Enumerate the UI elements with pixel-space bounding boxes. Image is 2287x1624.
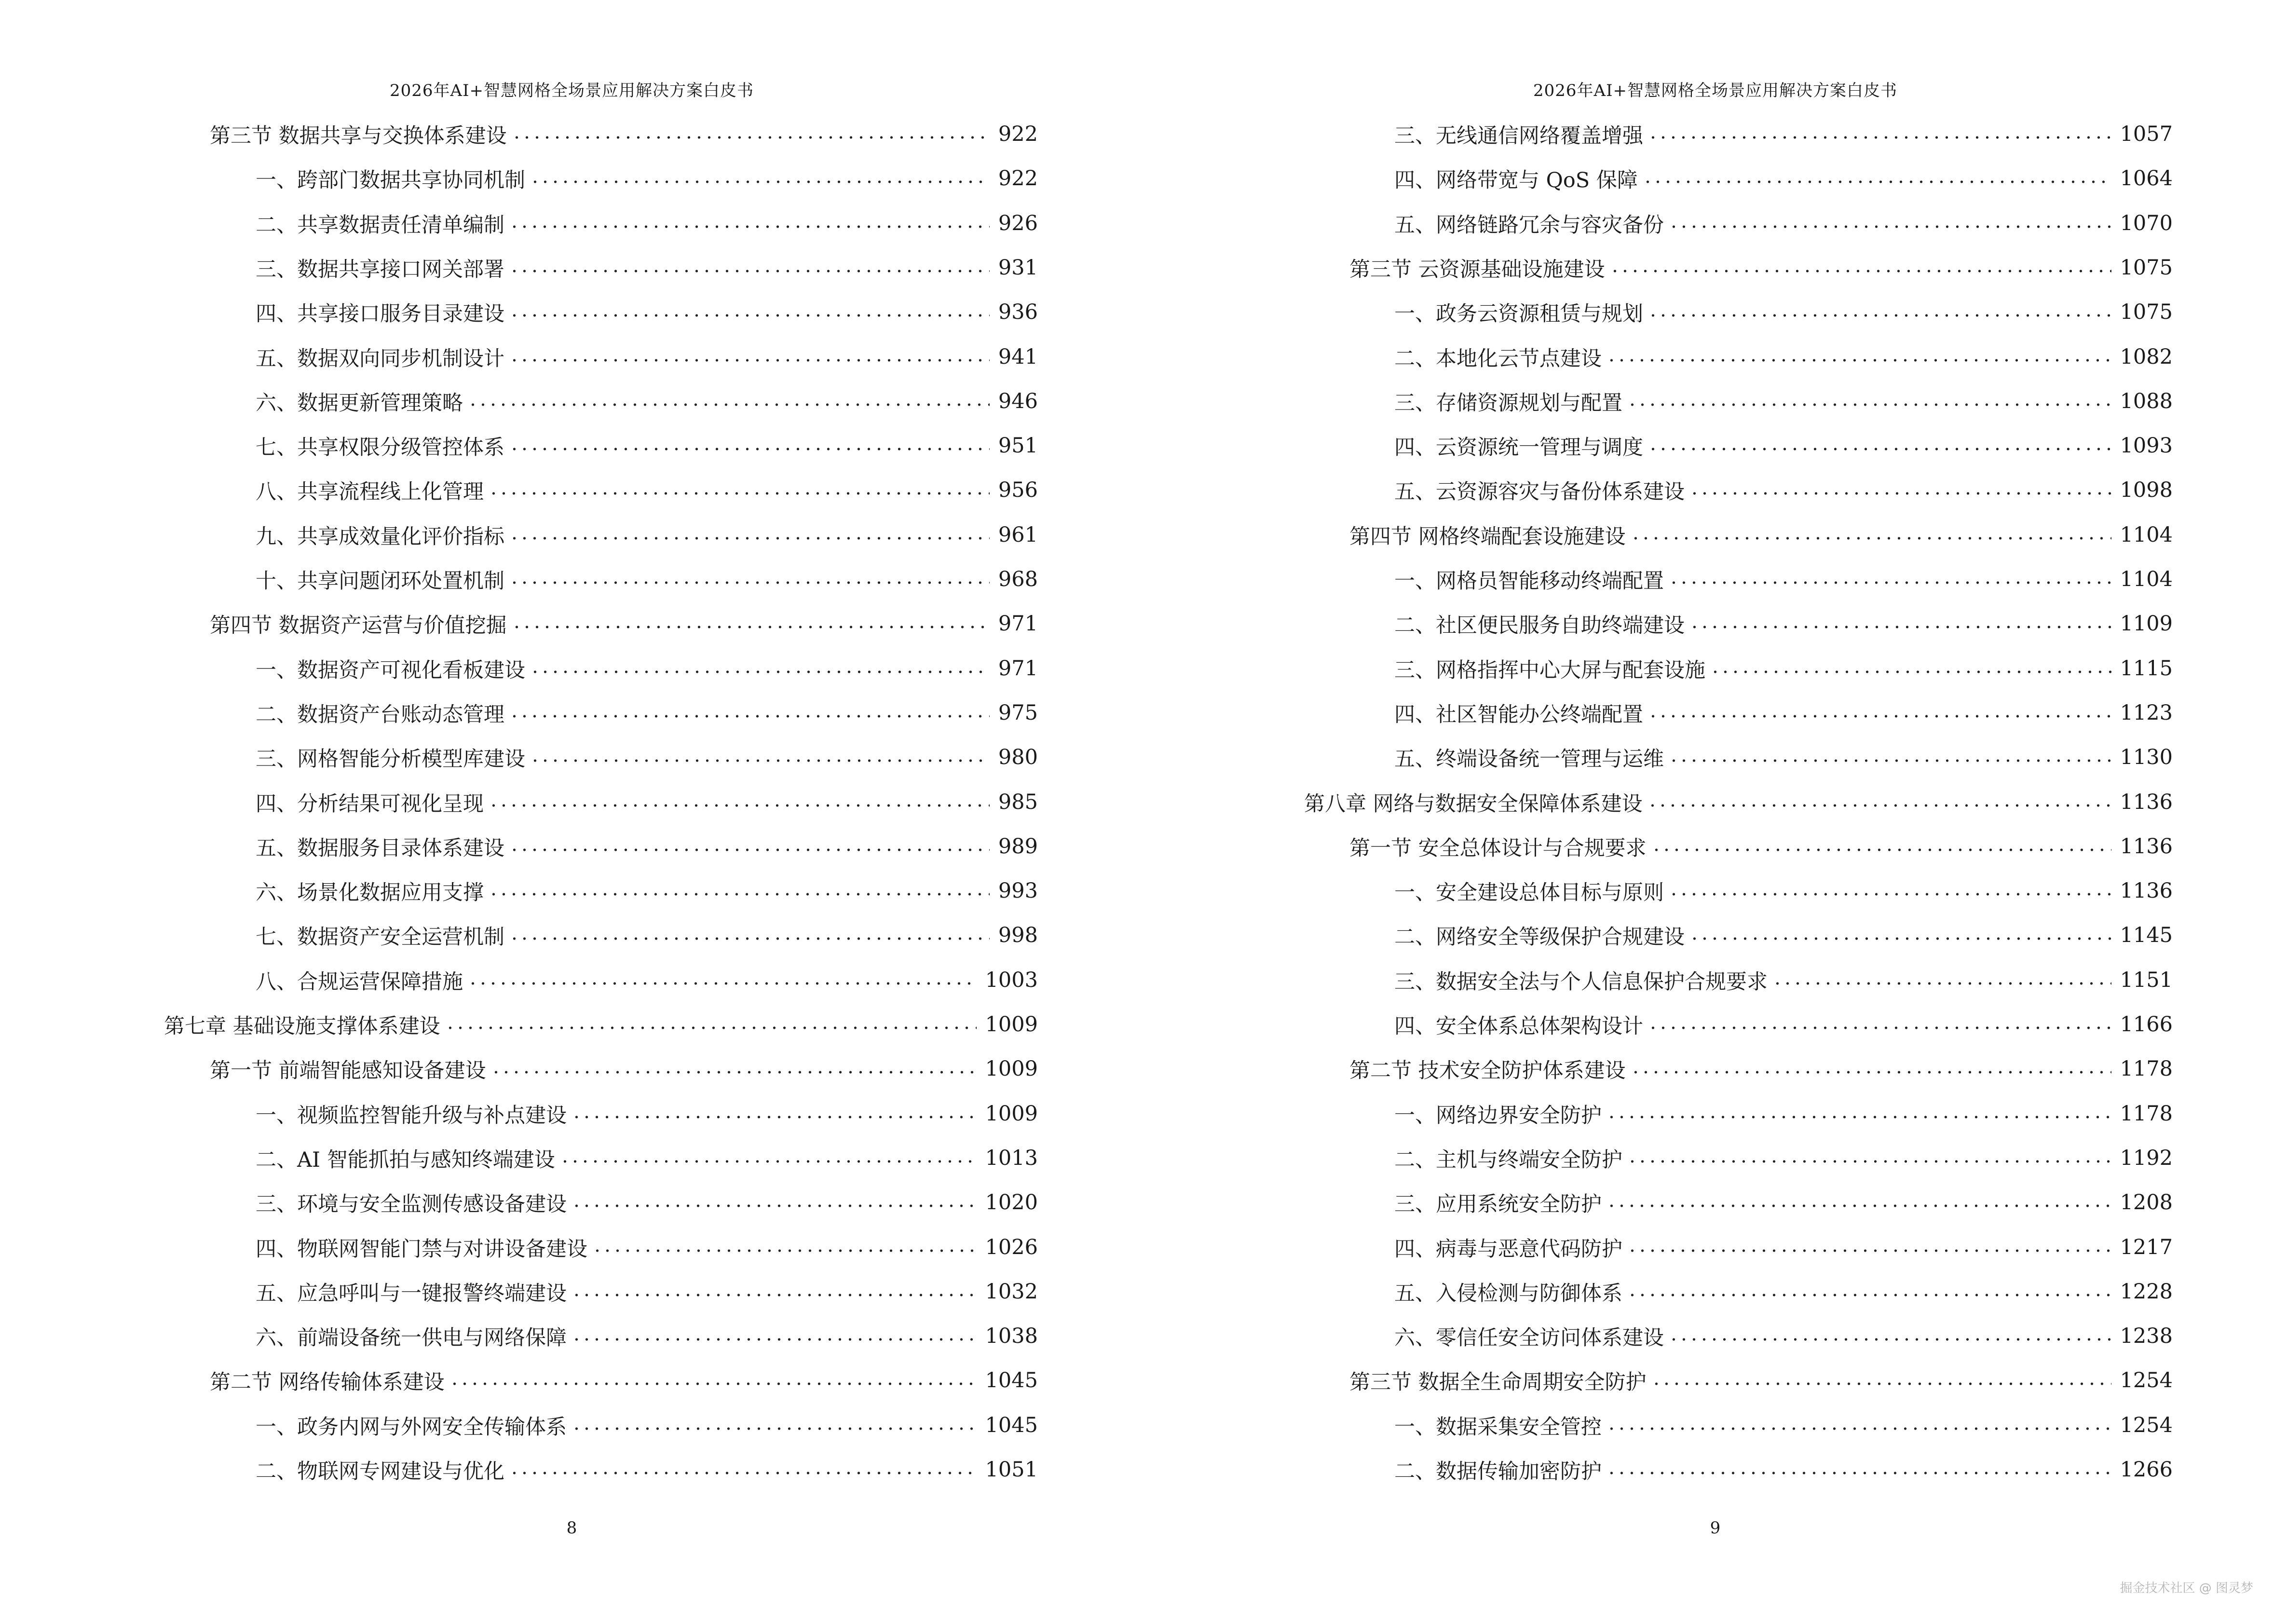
dot-leader xyxy=(1606,1471,2111,1475)
toc-entry[interactable] xyxy=(256,780,1038,824)
toc-entry-title: 一、视频监控智能升级与补点建设 xyxy=(256,1103,567,1128)
toc-entry-title: 二、主机与终端安全防护 xyxy=(1394,1147,1622,1172)
toc-entry-title: 二、AI 智能抓拍与感知终端建设 xyxy=(256,1147,555,1172)
dot-leader xyxy=(1631,536,2111,541)
toc-entry-page: 1032 xyxy=(985,1280,1038,1304)
toc-entry[interactable] xyxy=(256,246,1038,290)
toc-entry-title: 四、共享接口服务目录建设 xyxy=(256,301,504,326)
right-page xyxy=(1144,0,2287,1624)
toc-entry-title: 三、网格指挥中心大屏与配套设施 xyxy=(1394,658,1705,682)
dot-leader xyxy=(1648,714,2111,719)
toc-entry-page: 1057 xyxy=(2120,122,2173,146)
toc-entry-page: 1104 xyxy=(2120,567,2173,591)
dot-leader xyxy=(509,714,990,719)
toc-entry[interactable] xyxy=(256,557,1038,601)
toc-entry-title: 四、分析结果可视化呈现 xyxy=(256,792,484,816)
toc-entry[interactable] xyxy=(256,1314,1038,1358)
dot-leader xyxy=(489,803,990,808)
toc-entry-title: 六、场景化数据应用支撑 xyxy=(256,880,484,905)
dot-leader xyxy=(509,224,990,229)
toc-entry-title: 第一节 安全总体设计与合规要求 xyxy=(1349,836,1647,860)
toc-entry-title: 第七章 基础设施支撑体系建设 xyxy=(164,1014,440,1038)
dot-leader xyxy=(1651,1381,2111,1386)
dot-leader xyxy=(560,1159,977,1164)
toc-entry[interactable] xyxy=(1349,513,2173,557)
toc-entry-title: 四、物联网智能门禁与对讲设备建设 xyxy=(256,1237,587,1261)
toc-entry-title: 四、安全体系总体架构设计 xyxy=(1394,1014,1643,1038)
toc-entry[interactable] xyxy=(1394,379,2173,423)
toc-entry-page: 980 xyxy=(998,745,1038,769)
toc-entry-page: 1020 xyxy=(985,1190,1038,1215)
toc-entry[interactable] xyxy=(256,958,1038,1002)
toc-entry[interactable] xyxy=(1394,468,2173,512)
toc-entry[interactable] xyxy=(1394,290,2173,334)
toc-entry-page: 1051 xyxy=(985,1458,1038,1482)
toc-entry-title: 三、无线通信网络覆盖增强 xyxy=(1394,123,1643,148)
toc-entry-page: 975 xyxy=(998,701,1038,725)
toc-entry[interactable] xyxy=(1394,958,2173,1002)
dot-leader xyxy=(1627,1293,2111,1297)
toc-entry[interactable] xyxy=(256,824,1038,869)
toc-entry[interactable] xyxy=(1394,112,2173,156)
toc-entry[interactable] xyxy=(1304,780,2173,824)
toc-entry-title: 一、网络边界安全防护 xyxy=(1394,1103,1602,1128)
toc-entry[interactable] xyxy=(256,201,1038,246)
toc-entry-title: 三、网格智能分析模型库建设 xyxy=(256,747,525,771)
toc-entry[interactable] xyxy=(210,112,1038,156)
toc-entry-title: 四、网络带宽与 QoS 保障 xyxy=(1394,168,1638,192)
toc-entry[interactable] xyxy=(1394,423,2173,468)
dot-leader xyxy=(572,1203,977,1208)
toc-entry-page: 1104 xyxy=(2120,523,2173,547)
toc-entry[interactable] xyxy=(1394,1225,2173,1269)
toc-entry[interactable] xyxy=(256,1269,1038,1314)
toc-entry[interactable] xyxy=(256,423,1038,468)
toc-entry-title: 八、共享流程线上化管理 xyxy=(256,479,484,504)
toc-entry[interactable] xyxy=(256,1092,1038,1136)
toc-entry[interactable] xyxy=(1349,1047,2173,1091)
toc-entry[interactable] xyxy=(1394,691,2173,735)
toc-entry-page: 971 xyxy=(998,656,1038,681)
toc-entry[interactable] xyxy=(256,913,1038,957)
dot-leader xyxy=(1606,1426,2111,1431)
toc-entry-page: 931 xyxy=(998,256,1038,280)
toc-entry-title: 二、数据传输加密防护 xyxy=(1394,1459,1602,1484)
toc-entry-title: 一、网格员智能移动终端配置 xyxy=(1394,569,1664,593)
toc-entry-title: 第二节 网络传输体系建设 xyxy=(210,1370,445,1394)
dot-leader xyxy=(1669,580,2111,585)
toc-entry[interactable] xyxy=(1394,1180,2173,1225)
toc-entry-page: 1026 xyxy=(985,1235,1038,1259)
toc-entry-title: 六、数据更新管理策略 xyxy=(256,391,463,415)
toc-entry-page: 1003 xyxy=(985,968,1038,992)
dot-leader xyxy=(1669,892,2111,897)
dot-leader xyxy=(592,1248,977,1253)
toc-entry-page: 1045 xyxy=(985,1413,1038,1437)
toc-entry-title: 第三节 数据共享与交换体系建设 xyxy=(210,123,507,148)
dot-leader xyxy=(1606,1115,2111,1119)
toc-entry-title: 二、物联网专网建设与优化 xyxy=(256,1459,504,1484)
toc-entry-title: 七、共享权限分级管控体系 xyxy=(256,435,504,460)
toc-entry-page: 1070 xyxy=(2120,211,2173,235)
running-header: 2026年AI+智慧网格全场景应用解决方案白皮书 xyxy=(390,81,754,100)
toc-entry-page: 1009 xyxy=(985,1057,1038,1081)
dot-leader xyxy=(468,402,990,407)
dot-leader xyxy=(1647,803,2111,808)
toc-entry-title: 二、本地化云节点建设 xyxy=(1394,346,1602,371)
dot-leader xyxy=(509,580,990,585)
dot-leader xyxy=(572,1293,977,1297)
toc-entry-page: 1136 xyxy=(2120,879,2173,903)
toc-entry[interactable] xyxy=(1394,557,2173,601)
toc-entry-page: 1088 xyxy=(2120,389,2173,413)
toc-entry-title: 五、云资源容灾与备份体系建设 xyxy=(1394,479,1685,504)
toc-entry[interactable] xyxy=(256,869,1038,913)
toc-entry[interactable] xyxy=(1394,1447,2173,1492)
toc-entry-page: 1093 xyxy=(2120,434,2173,458)
dot-leader xyxy=(1648,135,2111,140)
dot-leader xyxy=(1689,936,2111,941)
toc-entry-title: 一、政务云资源租赁与规划 xyxy=(1394,301,1643,326)
toc-entry-page: 1136 xyxy=(2120,834,2173,859)
dot-leader xyxy=(491,1070,977,1075)
toc-entry-page: 1266 xyxy=(2120,1458,2173,1482)
toc-entry-title: 四、云资源统一管理与调度 xyxy=(1394,435,1643,460)
toc-entry-title: 五、数据双向同步机制设计 xyxy=(256,346,504,371)
toc-entry[interactable] xyxy=(1349,1358,2173,1403)
toc-entry[interactable] xyxy=(1394,601,2173,646)
toc-entry-title: 二、数据资产台账动态管理 xyxy=(256,702,504,727)
toc-entry[interactable] xyxy=(1394,1136,2173,1180)
toc-entry-title: 六、零信任安全访问体系建设 xyxy=(1394,1325,1664,1350)
toc-entry-title: 五、应急呼叫与一键报警终端建设 xyxy=(256,1281,567,1306)
dot-leader xyxy=(1627,1159,2111,1164)
toc-entry-title: 五、终端设备统一管理与运维 xyxy=(1394,747,1664,771)
toc-entry-title: 第三节 数据全生命周期安全防护 xyxy=(1349,1370,1647,1394)
toc-entry[interactable] xyxy=(1349,824,2173,869)
dot-leader xyxy=(530,669,990,674)
toc-entry-page: 1064 xyxy=(2120,166,2173,191)
dot-leader xyxy=(509,269,990,273)
toc-entry-page: 1013 xyxy=(985,1146,1038,1170)
toc-entry-page: 1009 xyxy=(985,1102,1038,1126)
dot-leader xyxy=(1631,1070,2111,1075)
toc-entry[interactable] xyxy=(1394,1269,2173,1314)
dot-leader xyxy=(530,179,990,184)
toc-entry[interactable] xyxy=(256,290,1038,334)
toc-entry[interactable] xyxy=(256,335,1038,379)
toc-entry-page: 946 xyxy=(998,389,1038,413)
toc-entry-page: 1254 xyxy=(2120,1368,2173,1392)
toc-entry-page: 1075 xyxy=(2120,300,2173,324)
toc-entry-page: 1075 xyxy=(2120,256,2173,280)
toc-entry[interactable] xyxy=(1394,335,2173,379)
toc-entry-page: 993 xyxy=(998,879,1038,903)
toc-entry-page: 1217 xyxy=(2120,1235,2173,1259)
toc-entry[interactable] xyxy=(1394,1002,2173,1047)
toc-entry[interactable] xyxy=(256,735,1038,779)
toc-entry-title: 第四节 数据资产运营与价值挖掘 xyxy=(210,613,507,638)
dot-leader xyxy=(509,1471,977,1475)
toc-entry-title: 五、入侵检测与防御体系 xyxy=(1394,1281,1622,1306)
toc-entry-page: 998 xyxy=(998,923,1038,947)
toc-entry-page: 941 xyxy=(998,345,1038,369)
dot-leader xyxy=(509,936,990,941)
dot-leader xyxy=(449,1381,977,1386)
dot-leader xyxy=(572,1115,977,1119)
dot-leader xyxy=(1610,269,2111,273)
toc-entry-page: 922 xyxy=(998,122,1038,146)
toc-entry[interactable] xyxy=(256,468,1038,512)
dot-leader xyxy=(509,536,990,541)
toc-entry[interactable] xyxy=(1394,913,2173,957)
dot-leader xyxy=(1648,1025,2111,1030)
toc-entry[interactable] xyxy=(256,1180,1038,1225)
toc-entry-page: 1136 xyxy=(2120,790,2173,814)
toc-entry-title: 一、安全建设总体目标与原则 xyxy=(1394,880,1664,905)
dot-leader xyxy=(1651,847,2111,852)
toc-entry[interactable] xyxy=(1394,201,2173,246)
toc-entry[interactable] xyxy=(210,1358,1038,1403)
toc-entry[interactable] xyxy=(1394,646,2173,691)
toc-entry[interactable] xyxy=(256,1136,1038,1180)
toc-entry-title: 三、环境与安全监测传感设备建设 xyxy=(256,1192,567,1216)
toc-entry[interactable] xyxy=(256,156,1038,201)
toc-entry-page: 1045 xyxy=(985,1368,1038,1392)
dot-leader xyxy=(509,358,990,363)
toc-entry[interactable] xyxy=(164,1002,1038,1047)
toc-entry-page: 1109 xyxy=(2120,612,2173,636)
dot-leader xyxy=(1627,1248,2111,1253)
toc-entry-page: 1192 xyxy=(2120,1146,2173,1170)
toc-entry-page: 951 xyxy=(998,434,1038,458)
toc-entry[interactable] xyxy=(1394,1092,2173,1136)
toc-entry-title: 二、共享数据责任清单编制 xyxy=(256,213,504,237)
toc-entry-page: 922 xyxy=(998,166,1038,191)
toc-entry-title: 第二节 技术安全防护体系建设 xyxy=(1349,1058,1626,1083)
watermark: 掘金技术社区 @ 图灵梦 xyxy=(2120,1581,2253,1596)
dot-leader xyxy=(530,758,990,763)
dot-leader xyxy=(489,491,990,496)
toc-entry[interactable] xyxy=(256,1225,1038,1269)
toc-entry-title: 九、共享成效量化评价指标 xyxy=(256,524,504,549)
toc-entry-page: 1082 xyxy=(2120,345,2173,369)
toc-entry[interactable] xyxy=(1394,735,2173,779)
toc-entry-title: 一、数据采集安全管控 xyxy=(1394,1415,1602,1439)
dot-leader xyxy=(1606,1203,2111,1208)
toc-entry-title: 第八章 网络与数据安全保障体系建设 xyxy=(1304,792,1643,816)
dot-leader xyxy=(1643,179,2111,184)
dot-leader xyxy=(509,313,990,318)
toc-entry-page: 1166 xyxy=(2120,1012,2173,1037)
toc-entry-page: 1145 xyxy=(2120,923,2173,947)
dot-leader xyxy=(1648,447,2111,451)
toc-entry-title: 第三节 云资源基础设施建设 xyxy=(1349,257,1605,282)
toc-entry-page: 968 xyxy=(998,567,1038,591)
toc-entry-page: 971 xyxy=(998,612,1038,636)
running-header: 2026年AI+智慧网格全场景应用解决方案白皮书 xyxy=(1533,81,1897,100)
page-number: 8 xyxy=(566,1518,577,1538)
toc-entry[interactable] xyxy=(256,513,1038,557)
dot-leader xyxy=(1689,491,2111,496)
toc-entry[interactable] xyxy=(1394,1403,2173,1447)
toc-entry-title: 五、数据服务目录体系建设 xyxy=(256,836,504,860)
toc-entry-title: 第一节 前端智能感知设备建设 xyxy=(210,1058,486,1083)
toc-entry-title: 五、网络链路冗余与容灾备份 xyxy=(1394,213,1664,237)
toc-entry-page: 926 xyxy=(998,211,1038,235)
toc-entry-title: 三、应用系统安全防护 xyxy=(1394,1192,1602,1216)
toc-entry[interactable] xyxy=(1349,246,2173,290)
dot-leader xyxy=(1669,224,2111,229)
toc-entry-title: 七、数据资产安全运营机制 xyxy=(256,925,504,949)
toc-entry-page: 1123 xyxy=(2120,701,2173,725)
toc-entry-title: 三、数据共享接口网关部署 xyxy=(256,257,504,282)
dot-leader xyxy=(1669,1337,2111,1342)
toc-entry[interactable] xyxy=(256,379,1038,423)
toc-entry-title: 三、数据安全法与个人信息保护合规要求 xyxy=(1394,969,1768,994)
toc-entry-page: 1178 xyxy=(2120,1102,2173,1126)
toc-entry-title: 二、社区便民服务自助终端建设 xyxy=(1394,613,1685,638)
toc-entry-page: 961 xyxy=(998,523,1038,547)
toc-entry-title: 一、数据资产可视化看板建设 xyxy=(256,658,525,682)
toc-list xyxy=(1144,0,2287,1624)
toc-entry[interactable] xyxy=(1394,1314,2173,1358)
toc-entry-page: 1009 xyxy=(985,1012,1038,1037)
toc-entry-page: 936 xyxy=(998,300,1038,324)
toc-entry-page: 1238 xyxy=(2120,1324,2173,1348)
toc-entry-page: 1038 xyxy=(985,1324,1038,1348)
toc-entry[interactable] xyxy=(210,601,1038,646)
toc-entry-title: 二、网络安全等级保护合规建设 xyxy=(1394,925,1685,949)
toc-entry-page: 985 xyxy=(998,790,1038,814)
dot-leader xyxy=(509,847,990,852)
dot-leader xyxy=(1689,625,2111,629)
toc-entry-page: 956 xyxy=(998,478,1038,502)
dot-leader xyxy=(1772,981,2111,986)
toc-entry-page: 1254 xyxy=(2120,1413,2173,1437)
dot-leader xyxy=(1710,669,2111,674)
toc-entry-title: 四、社区智能办公终端配置 xyxy=(1394,702,1643,727)
toc-entry-title: 第四节 网格终端配套设施建设 xyxy=(1349,524,1626,549)
toc-entry-page: 989 xyxy=(998,834,1038,859)
dot-leader xyxy=(572,1337,977,1342)
dot-leader xyxy=(572,1426,977,1431)
toc-entry-page: 1130 xyxy=(2120,745,2173,769)
toc-entry-page: 1115 xyxy=(2120,656,2173,681)
dot-leader xyxy=(445,1025,977,1030)
dot-leader xyxy=(1648,313,2111,318)
toc-entry-title: 一、跨部门数据共享协同机制 xyxy=(256,168,525,192)
toc-entry[interactable] xyxy=(1394,869,2173,913)
toc-entry-title: 十、共享问题闭环处置机制 xyxy=(256,569,504,593)
toc-entry[interactable] xyxy=(256,1447,1038,1492)
toc-entry-title: 八、合规运营保障措施 xyxy=(256,969,463,994)
toc-entry[interactable] xyxy=(256,646,1038,691)
toc-entry-page: 1098 xyxy=(2120,478,2173,502)
dot-leader xyxy=(509,447,990,451)
toc-entry-title: 一、政务内网与外网安全传输体系 xyxy=(256,1415,567,1439)
toc-entry-page: 1151 xyxy=(2120,968,2173,992)
toc-entry-page: 1178 xyxy=(2120,1057,2173,1081)
toc-entry[interactable] xyxy=(1394,156,2173,201)
dot-leader xyxy=(489,892,990,897)
dot-leader xyxy=(1627,402,2111,407)
toc-entry[interactable] xyxy=(210,1047,1038,1091)
page-number: 9 xyxy=(1710,1518,1721,1538)
toc-entry[interactable] xyxy=(256,1403,1038,1447)
dot-leader xyxy=(1606,358,2111,363)
toc-entry-title: 三、存储资源规划与配置 xyxy=(1394,391,1622,415)
toc-entry-page: 1228 xyxy=(2120,1280,2173,1304)
dot-leader xyxy=(512,625,990,629)
toc-entry-title: 四、病毒与恶意代码防护 xyxy=(1394,1237,1622,1261)
toc-entry-title: 六、前端设备统一供电与网络保障 xyxy=(256,1325,567,1350)
toc-entry-page: 1208 xyxy=(2120,1190,2173,1215)
dot-leader xyxy=(468,981,977,986)
dot-leader xyxy=(1669,758,2111,763)
toc-entry[interactable] xyxy=(256,691,1038,735)
dot-leader xyxy=(512,135,990,140)
